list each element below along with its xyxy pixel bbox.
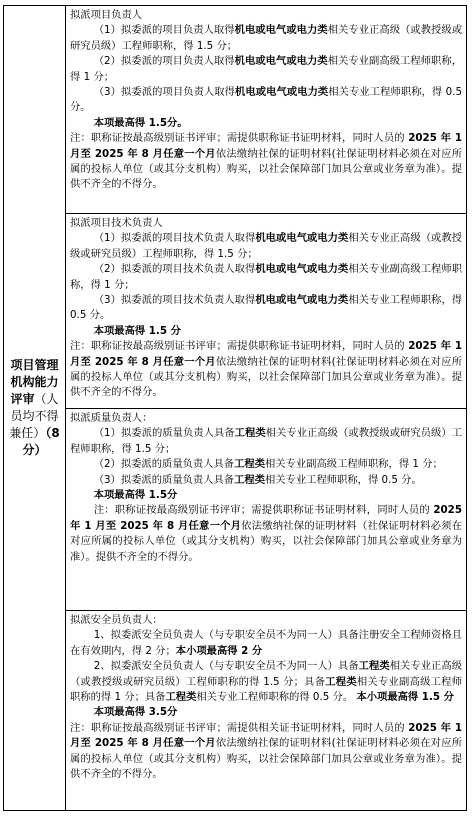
criteria-item: 2、拟委派安全员负责人（与专职安全员不为同一人）具备工程类相关专业正高级（或教授级或研究员级）工程师职称的得 1.5 分；具备工程类相关专业副高级工程师职称的得 1 分；具备工程类相关专业工程师职称的得 0.5 分。 本小项最高得 1.5 分 bbox=[70, 660, 463, 704]
section-note: 注：职称证按最高级别证书评审；需提供职称证书证明材料，同时人员的 2025 年 1 月至 2025 年 8 月任意一个月依法缴纳社保的证明材料(社保证明材料必须在对应所属的投标人单位（或其分支机构）购买，以社会保障部门加具公章或业务章为准）。提供不齐全的不得分。 bbox=[70, 132, 462, 191]
section-quality-lead bbox=[66, 409, 467, 611]
section-project-manager bbox=[66, 6, 467, 214]
section-title: 拟派质量负责人： bbox=[70, 412, 153, 424]
table-row bbox=[4, 6, 467, 214]
section-title: 拟派安全员负责人： bbox=[70, 614, 163, 626]
criterion-paren-close: ） bbox=[33, 426, 46, 440]
table-row bbox=[4, 611, 467, 811]
section-title: 拟派项目技术负责人 bbox=[70, 217, 163, 229]
scoring-table bbox=[3, 5, 467, 811]
criterion-points: （8分） bbox=[22, 426, 60, 457]
criteria-item: （3）拟委派的项目技术负责人取得机电或电气或电力类相关专业工程师职称，得 0.5 分。 bbox=[70, 294, 462, 322]
criteria-item: （1）拟委派的质量负责人具备工程类相关专业正高级（或教授级或研究员级）工程师职称，得 1.5 分； bbox=[70, 427, 463, 455]
section-note: 注：职称证按最高级别证书评审；需提供职称证书证明材料，同时人员的 2025 年 1 月至 2025 年 8 月任意一个月依法缴纳社保的证明材料(社保证明材料必须在对应所属的投标人单位（或其分支机构）购买，以社会保障部门加具公章或业务章为准）。提供不齐全的不得分。 bbox=[70, 340, 462, 399]
max-score: 本项最高得 1.5分 bbox=[93, 489, 178, 502]
criterion-title: 项目管理机构能力评审 bbox=[10, 358, 59, 406]
section-note: 注：职称证按最高级别证书评审；需提供相关证书证明材料，同时人员的 2025 年 1 月至 2025 年 8 月任意一个月依法缴纳社保的证明材料(社保证明材料必须在对应所属的投标人单位（或其分支机构）购买，以社会保障部门加具公章或业务章为准）。提供不齐全的不得分。 bbox=[70, 721, 462, 781]
criteria-item: （3）拟委派的项目负责人取得机电或电气或电力类相关专业工程师职称，得 0.5 分。 bbox=[70, 86, 462, 114]
section-technical-lead bbox=[66, 214, 467, 409]
max-score: 本项最高得 1.5 分 bbox=[93, 324, 181, 337]
criteria-item: （1）拟委派的项目负责人取得机电或电气或电力类相关专业正高级（或教授级或研究员级）工程师职称，得 1.5 分； bbox=[70, 24, 463, 52]
criterion-note: 人员均不得兼任 bbox=[9, 392, 59, 440]
table-row bbox=[4, 214, 467, 409]
criteria-item: （2）拟委派的项目技术负责人取得机电或电气或电力类相关专业副高级工程师职称，得 1 分； bbox=[70, 263, 462, 291]
section-title: 拟派项目负责人 bbox=[70, 9, 143, 21]
criteria-item: （1）拟委派的项目技术负责人取得机电或电气或电力类相关专业正高级（或教授级或研究员级）工程师职称，得 1.5 分； bbox=[70, 232, 462, 260]
max-score: 本项最高得 1.5分。 bbox=[93, 116, 188, 129]
max-score: 本项最高得 3.5分 bbox=[93, 706, 178, 719]
criterion-paren-open: （ bbox=[34, 392, 47, 406]
table-row bbox=[4, 409, 467, 611]
criteria-item: （3）拟委派的质量负责人具备工程类相关专业工程师职称，得 0.5 分。 bbox=[93, 473, 422, 486]
section-note: 注：职称证按最高级别证书评审；需提供职称证书证明材料，同时人员的 2025 年 1 月至 2025 年 8 月任意一个月依法缴纳社保的证明材料（社保证明材料必须在对应所属的投标人单位（或其分支机构）购买，以社会保障部门加具公章或业务章为准）。提供不齐全的不得分。 bbox=[70, 504, 462, 563]
criterion-label-cell bbox=[4, 6, 66, 811]
criteria-item: （2）拟委派的质量负责人具备工程类相关专业副高级工程师职称，得 1 分； bbox=[93, 458, 443, 471]
criteria-item: 1、拟委派安全员负责人（与专职安全员不为同一人）具备注册安全工程师资格且在有效期内，得 2 分；本小项最高得 2 分 bbox=[70, 629, 462, 657]
section-safety-lead bbox=[66, 611, 467, 811]
criteria-item: （2）拟委派的项目负责人取得机电或电气或电力类相关专业副高级工程师职称，得 1 分； bbox=[70, 55, 463, 83]
